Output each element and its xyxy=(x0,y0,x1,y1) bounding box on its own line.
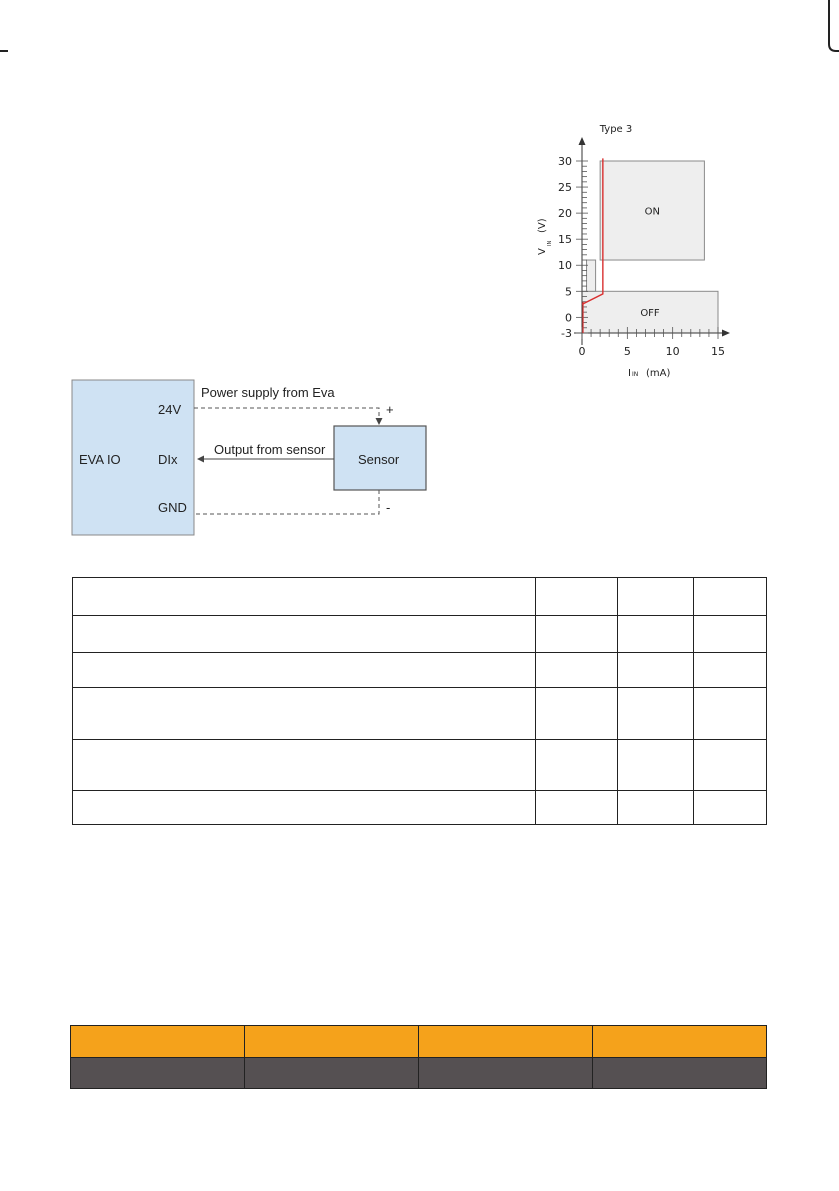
y-tick-label: 25 xyxy=(558,181,572,195)
region-label-off: OFF xyxy=(640,308,660,320)
y-axis-label xyxy=(537,218,553,255)
table-cell xyxy=(694,688,767,740)
table-cell xyxy=(73,688,536,740)
region-label-on: ON xyxy=(644,206,660,218)
input-characteristic-chart xyxy=(525,115,740,385)
table-row xyxy=(73,688,767,740)
pin-24v-label: 24V xyxy=(158,402,182,417)
table-cell xyxy=(73,616,536,653)
x-axis-label-sub: IN xyxy=(632,371,639,378)
table-header-cell xyxy=(71,1026,245,1058)
table-cell xyxy=(618,653,694,688)
x-tick-label: 5 xyxy=(623,345,631,358)
minus-label: - xyxy=(386,500,391,515)
table-cell xyxy=(536,740,618,791)
table-row xyxy=(73,653,767,688)
x-axis-arrow xyxy=(722,330,730,337)
power-wire xyxy=(194,408,379,424)
table-cell xyxy=(694,740,767,791)
sensor-label: Sensor xyxy=(358,452,400,467)
table-cell xyxy=(694,578,767,616)
eva-io-label: EVA IO xyxy=(79,452,121,467)
table-row xyxy=(71,1058,767,1089)
color-table xyxy=(70,1025,767,1089)
table-row xyxy=(73,578,767,616)
table-cell xyxy=(73,578,536,616)
x-axis-label-main: I xyxy=(628,368,631,379)
table-cell xyxy=(73,653,536,688)
table-cell xyxy=(419,1058,593,1089)
table-cell xyxy=(245,1058,419,1089)
y-tick-label: 20 xyxy=(558,207,572,221)
table-cell xyxy=(618,791,694,825)
pin-gnd-label: GND xyxy=(158,500,187,515)
x-tick-label: 0 xyxy=(578,345,586,358)
table-cell xyxy=(694,791,767,825)
y-tick-label: -3 xyxy=(561,327,572,340)
crop-mark-right xyxy=(829,0,839,51)
spec-table xyxy=(72,577,767,825)
x-tick-label: 10 xyxy=(665,345,680,358)
chart-title: Type 3 xyxy=(599,124,633,135)
x-axis-label xyxy=(628,368,670,379)
y-tick-label: 30 xyxy=(558,155,572,168)
table-cell xyxy=(73,791,536,825)
table-row xyxy=(73,791,767,825)
power-label: Power supply from Eva xyxy=(201,385,335,400)
table-row xyxy=(73,740,767,791)
y-axis-label-sub: IN xyxy=(547,240,553,246)
table-cell xyxy=(536,616,618,653)
y-tick-label: 0 xyxy=(565,311,572,325)
x-axis-label-unit: (mA) xyxy=(646,368,671,379)
table-cell xyxy=(536,688,618,740)
table-header-cell xyxy=(593,1026,767,1058)
y-tick-label: 15 xyxy=(558,233,572,247)
table-cell xyxy=(618,616,694,653)
table-header-cell xyxy=(419,1026,593,1058)
table-cell xyxy=(73,740,536,791)
y-axis-label-main: V xyxy=(537,248,548,255)
x-tick-label: 15 xyxy=(711,345,725,358)
y-tick-label: 5 xyxy=(565,285,572,299)
gnd-wire xyxy=(194,490,379,514)
chart-canvas xyxy=(525,115,740,385)
table-cell xyxy=(593,1058,767,1089)
table-cell xyxy=(536,578,618,616)
table-row xyxy=(73,616,767,653)
table-cell xyxy=(618,740,694,791)
pin-dix-label: DIx xyxy=(158,452,178,467)
table-cell xyxy=(694,653,767,688)
y-axis-arrow xyxy=(579,137,586,145)
plus-label: + xyxy=(386,402,394,417)
table-header-cell xyxy=(245,1026,419,1058)
output-label: Output from sensor xyxy=(214,442,326,457)
y-tick-label: 10 xyxy=(558,259,572,273)
table-cell xyxy=(536,791,618,825)
y-axis-label-unit: (V) xyxy=(537,218,548,233)
table-header-row xyxy=(71,1026,767,1058)
region-off-notch xyxy=(587,260,596,291)
table-cell xyxy=(618,688,694,740)
table-cell xyxy=(71,1058,245,1089)
table-cell xyxy=(536,653,618,688)
table-cell xyxy=(694,616,767,653)
wiring-diagram xyxy=(70,378,440,538)
table-cell xyxy=(618,578,694,616)
